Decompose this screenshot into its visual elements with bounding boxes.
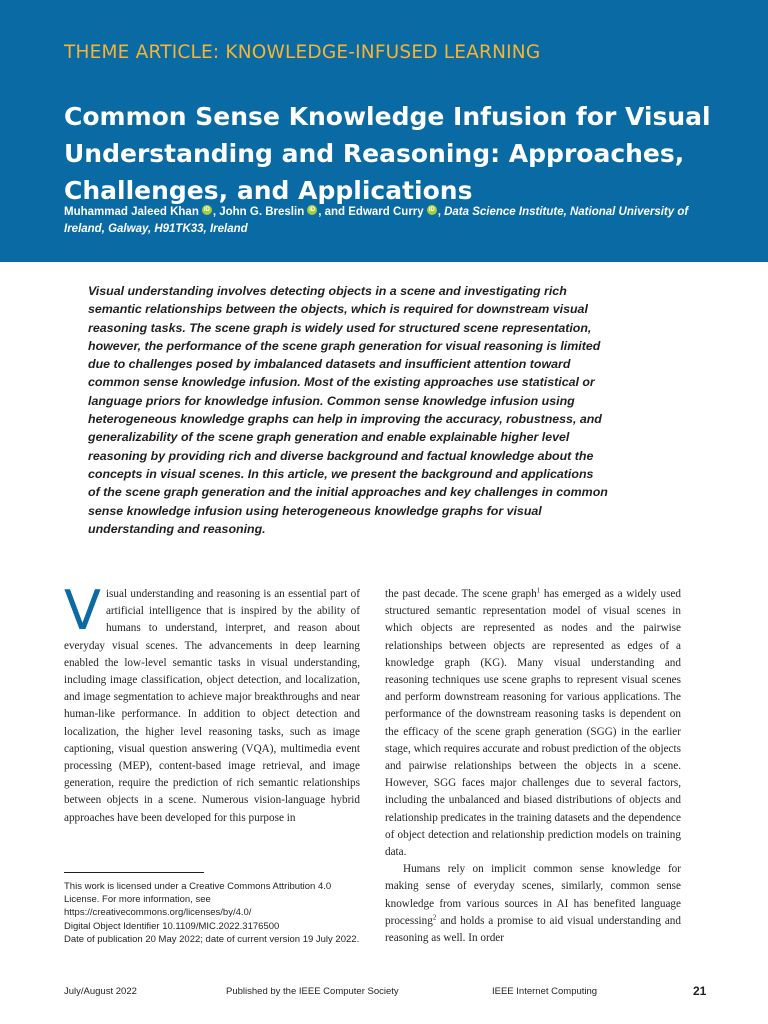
orcid-icon[interactable]: iD <box>309 207 316 213</box>
footnote-rule <box>64 872 204 873</box>
reference-marker[interactable]: 2 <box>432 913 437 922</box>
reference-marker[interactable]: 1 <box>536 586 541 595</box>
body-paragraph <box>385 861 681 947</box>
footer-publisher: Published by the IEEE Computer Society <box>226 986 399 997</box>
theme-label: THEME ARTICLE: KNOWLEDGE-INFUSED LEARNING <box>64 42 541 63</box>
footer-date: July/August 2022 <box>64 986 137 997</box>
affiliation: Data Science Institute, National University of Ireland, Galway, H91TK33, Ireland <box>64 206 689 235</box>
body-column-right <box>385 586 681 947</box>
orcid-icon[interactable]: iD <box>428 207 435 213</box>
paragraph-text: the past decade. The scene graph <box>385 588 537 600</box>
page-number: 21 <box>693 984 707 998</box>
article-title: Common Sense Knowledge Infusion for Visual Understanding and Reasoning: Approaches, Challenges, and Applications <box>64 102 711 205</box>
body-paragraph <box>64 579 360 827</box>
paragraph-text: isual understanding and reasoning is an essential part of artificial intelligence that is inspired by the ability of humans to understand, interpret, and reason about everyday visual scenes. The advancements in deep learning enabled the low-level semantic tasks in visual understanding, including image classification, object detection, and localization, and image segmentation to achieve major breakthroughs and near human-like performance. In addition to object detection and localization, the higher level reasoning tasks, such as image captioning, visual question answering (VQA), multimedia event processing (MEP), content-based image retrieval, and image generation, require the prediction of rich semantic relationships between objects in a scene. Numerous vision-language hybrid approaches have been developed for this purpose in <box>64 588 360 824</box>
author-name: Muhammad Jaleed Khan <box>64 206 199 218</box>
footer-journal: IEEE Internet Computing <box>492 986 598 997</box>
publication-dates: Date of publication 20 May 2022; date of current version 19 July 2022. <box>64 933 360 945</box>
drop-cap: V <box>64 579 101 642</box>
paragraph-text: has emerged as a widely used structured semantic representation model of visual scenes in which objects are represented as nodes and the pairwise relationships between objects are represented as edges of a knowledge graph (KG). Many visual understanding and reasoning techniques use scene graphs to represent visual scenes and perform downstream reasoning for various applications. The performance of the downstream reasoning tasks is dependent on the efficacy of the scene graph generation (SGG) in the earlier stage, which requires accurate and robust prediction of the objects and pairwise relationships between the objects in a scene. However, SGG faces major challenges due to several factors, including the unbalanced and biased distributions of objects and relationship predicates in the training datasets and the dependence of object detection and relationship prediction models on training data. <box>385 588 681 859</box>
doi-note: Digital Object Identifier 10.1109/MIC.2022.3176500 <box>64 920 280 932</box>
body-paragraph <box>385 586 681 861</box>
author-line: Muhammad Jaleed Khan iD , John G. Breslin iD , and Edward Curry iD , Data Science Institute, National University of Ireland, Galway, H91TK33, Ireland <box>64 206 689 235</box>
author-name: and Edward Curry <box>324 206 424 218</box>
license-note: This work is licensed under a Creative Commons Attribution 4.0 License. For more information, see https://creativecommons.org/licenses/by/4.0/ <box>64 881 332 919</box>
paragraph-text: Humans rely on implicit common sense knowledge for making sense of everyday scenes, similarly, common sense knowledge from various sources in AI has benefited language processing <box>385 863 681 927</box>
body-column-left <box>64 579 360 827</box>
footnote <box>64 880 364 946</box>
abstract: Visual understanding involves detecting objects in a scene and investigating rich semantic relationships between the objects, which is required for downstream visual reasoning tasks. The scene graph is widely used for structured scene representation, however, the performance of the scene graph generation for visual reasoning is limited due to challenges posed by imbalanced datasets and insufficient attention toward common sense knowledge infusion. Most of the existing approaches use statistical or language priors for knowledge infusion. Common sense knowledge infusion using heterogeneous knowledge graphs can help in improving the accuracy, robustness, and generalizability of the scene graph generation and enable explainable higher level reasoning by providing rich and diverse background and factual knowledge about the concepts in visual scenes. In this article, we present the background and applications of the scene graph generation and the initial approaches and key challenges in common sense knowledge infusion using heterogeneous knowledge graphs for visual understanding and reasoning. <box>88 284 608 536</box>
paragraph-text: and holds a promise to aid visual understanding and reasoning as well. In order <box>385 914 681 945</box>
author-name: John G. Breslin <box>219 206 305 218</box>
orcid-icon[interactable]: iD <box>203 207 210 213</box>
